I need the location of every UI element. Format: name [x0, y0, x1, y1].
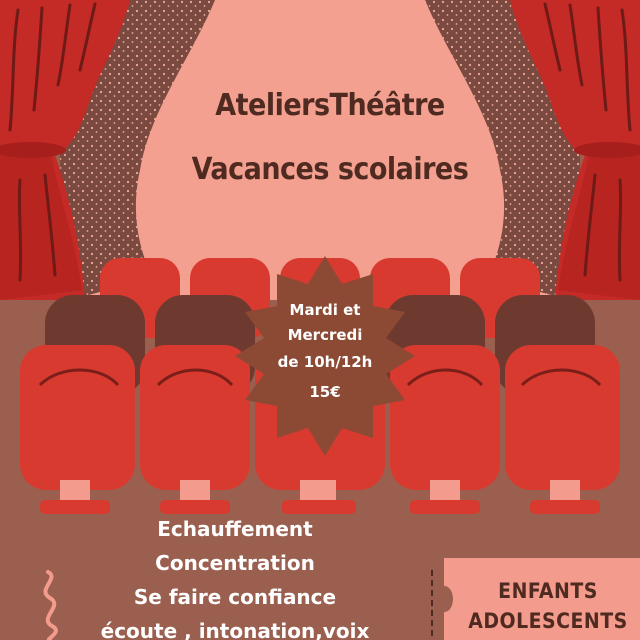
badge-hours: de 10h/12h [277, 353, 373, 371]
activity-item: Concentration [155, 551, 315, 575]
badge-days-line2: Mercredi [287, 326, 363, 344]
activity-item: écoute , intonation,voix [100, 619, 370, 640]
activity-item: Echauffement [157, 517, 313, 541]
badge-days-line1: Mardi et [289, 301, 361, 319]
poster-title-line2: Vacances scolaires [191, 152, 469, 187]
poster-title-line1: AteliersThéâtre [215, 88, 445, 123]
activity-item: Se faire confiance [133, 585, 337, 609]
ticket-audience-children: ENFANTS [498, 579, 598, 603]
badge-price: 15€ [309, 383, 341, 401]
ticket-audience-teens: ADOLESCENTS [468, 609, 628, 633]
